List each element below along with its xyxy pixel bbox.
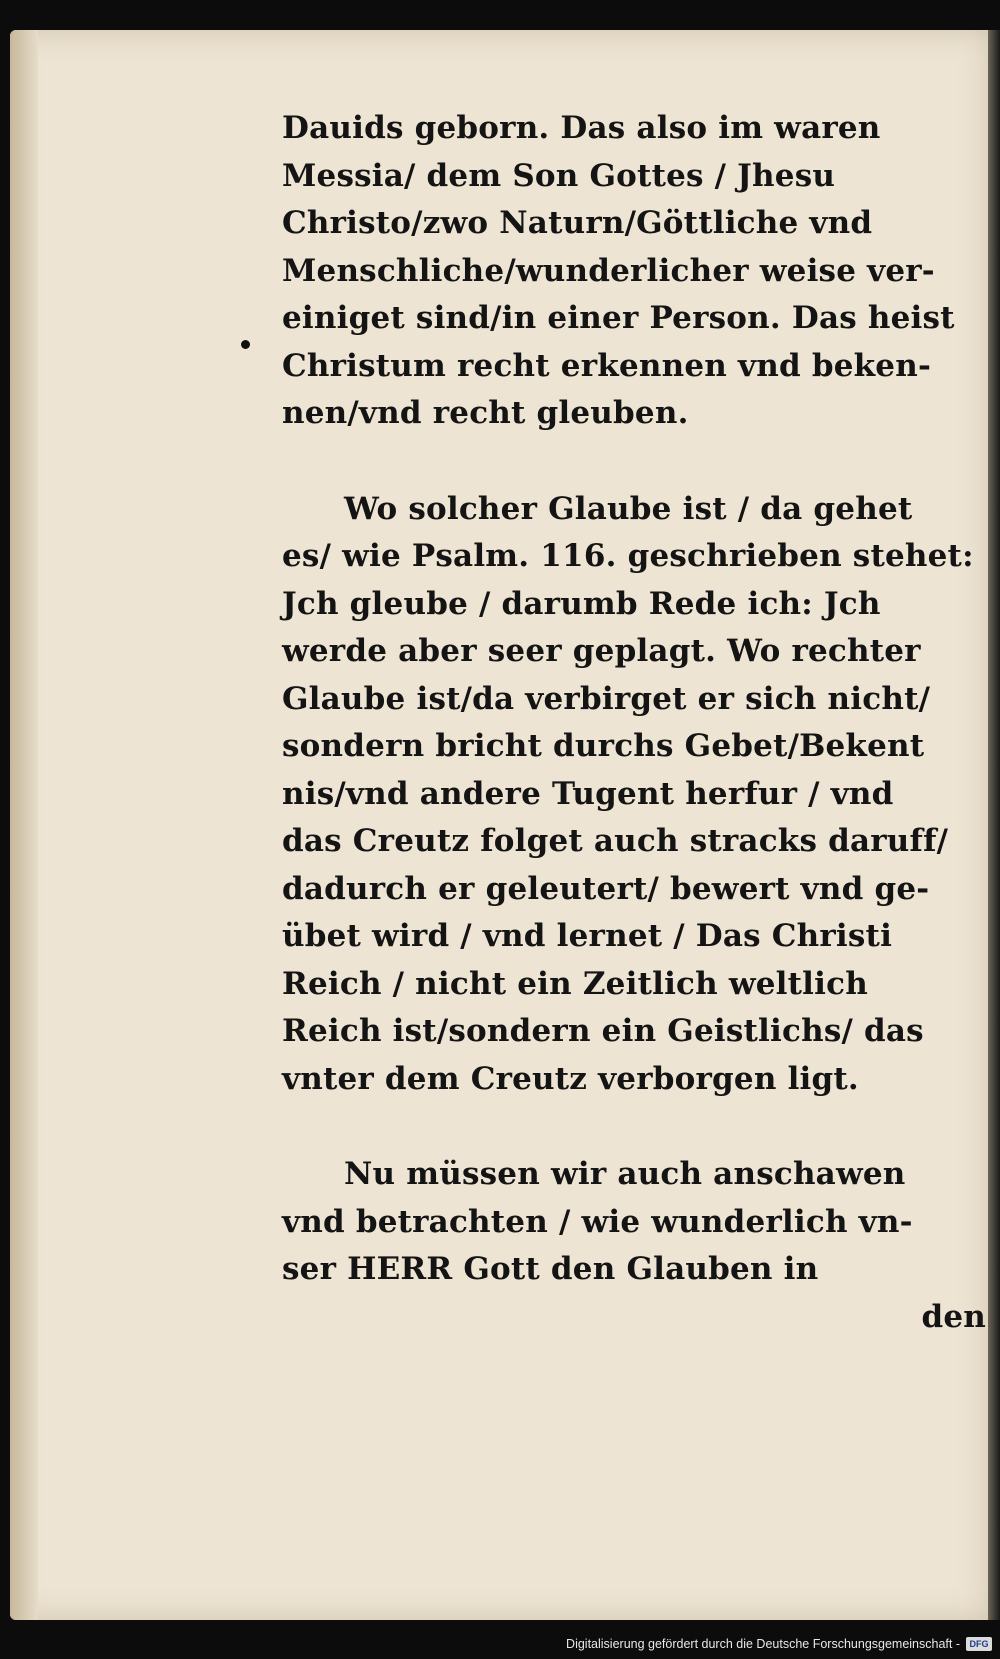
digitization-footer (566, 1631, 992, 1657)
text-line: Dauids geborn. Das also im waren (282, 110, 881, 146)
paragraph-3 (282, 1151, 990, 1341)
text-line: ser HERR Gott den Glauben in (282, 1251, 819, 1287)
catchword: den (921, 1298, 986, 1335)
paragraph-2 (282, 486, 990, 1104)
text-line: nis/vnd andere Tugent herfur / vnd (282, 775, 894, 812)
page-text (282, 105, 990, 1341)
text-line: es/ wie Psalm. 116. geschrieben stehet: (282, 538, 974, 574)
text-line: dadurch er geleutert/ bewert vnd ge- (282, 870, 930, 907)
text-line: Menschliche/wunderlicher weise ver- (282, 252, 935, 289)
margin-mark (241, 340, 250, 349)
text-line: einiget sind/in einer Person. Das heist (282, 300, 955, 336)
text-line: Wo solcher Glaube ist / da gehet (344, 490, 913, 527)
text-line: werde aber seer geplagt. Wo rechter (282, 633, 921, 669)
text-line: Messia/ dem Son Gottes / Jhesu (282, 157, 836, 194)
text-line: Glaube ist/da verbirget er sich nicht/ (282, 680, 931, 717)
text-line: Reich / nicht ein Zeitlich weltlich (282, 965, 868, 1002)
page-edge (10, 30, 38, 1620)
text-line: Christum recht erkennen vnd beken- (282, 347, 932, 384)
text-line: Jch gleube / darumb Rede ich: Jch (282, 585, 881, 622)
text-line: sondern bricht durchs Gebet/Bekent (282, 728, 925, 764)
text-line: Nu müssen wir auch anschawen (344, 1156, 906, 1192)
text-line: übet wird / vnd lernet / Das Christi (282, 918, 893, 954)
text-line: nen/vnd recht gleuben. (282, 395, 689, 431)
text-line: das Creutz folget auch stracks daruff/ (282, 823, 949, 859)
dfg-logo-icon: DFG (966, 1637, 992, 1651)
text-line: vnd betrachten / wie wunderlich vn- (282, 1203, 913, 1240)
text-line: Reich ist/sondern ein Geistlichs/ das (282, 1013, 924, 1049)
text-line: vnter dem Creutz verborgen ligt. (282, 1060, 859, 1097)
paragraph-1 (282, 105, 990, 438)
text-line: Christo/zwo Naturn/Göttliche vnd (282, 205, 873, 241)
footer-credit: Digitalisierung gefördert durch die Deutsche Forschungsgemeinschaft - (566, 1637, 960, 1651)
